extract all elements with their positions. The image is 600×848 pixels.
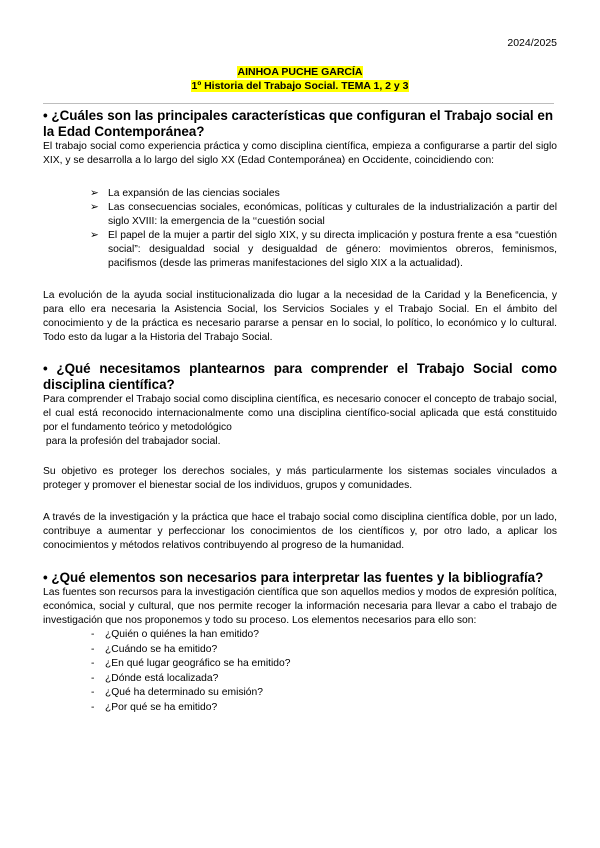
academic-year: 2024/2025 [507, 37, 557, 49]
section-2-title: • ¿Qué necesitamos plantearnos para comprender el Trabajo Social como disciplina científica? [43, 361, 557, 392]
list-item: - ¿Quién o quiénes la han emitido? [105, 628, 557, 643]
section-1-closing: La evolución de la ayuda social institucionalizada dio lugar a la necesidad de la Caridad y la Beneficencia, y para ello era necesaria la Asistencia Social, los Servicios Sociales y el Trabajo Social. En el ámbito del conocimiento y de la práctica es necesario pararse a pensar en lo social, lo político, lo económico y lo cultural. Todo esto da lugar a la Historia del Trabajo Social. [43, 290, 557, 343]
list-item: - ¿Dónde está localizada? [105, 672, 557, 687]
list-item: ➢ La expansión de las ciencias sociales [90, 188, 280, 199]
dash-bullet-icon: - [91, 701, 95, 713]
list-item: - ¿En qué lugar geográfico se ha emitido? [105, 657, 557, 672]
list-item: ➢ Las consecuencias sociales, económicas, políticas y culturales de la industrialización a partir del siglo XVIII: la emergencia de la ‘‘cuestión social [90, 202, 557, 227]
document-body [43, 108, 557, 715]
document-header [0, 65, 600, 93]
section-1-list [43, 187, 557, 271]
course-title: 1º Historia del Trabajo Social. TEMA 1, 2 y 3 [191, 80, 409, 92]
dash-bullet-icon: - [91, 672, 95, 684]
list-item: - ¿Por qué se ha emitido? [105, 701, 557, 716]
header-divider [43, 103, 554, 104]
list-item: - ¿Cuándo se ha emitido? [105, 643, 557, 658]
arrow-bullet-icon: ➢ [90, 188, 99, 199]
section-2-paragraph-2: Su objetivo es proteger los derechos sociales, y más particularmente los sistemas sociales vinculados a proteger y promover el bienestar social de los individuos, grupos y comunidades. [43, 466, 557, 491]
section-2-paragraph-1b: para la profesión del trabajador social. [43, 436, 221, 447]
section-2-paragraph-3: A través de la investigación y la práctica que hace el trabajo social como disciplina científica doble, por un lado, contribuye a aumentar y perfeccionar los conocimientos de los científicos y, por otro lado, a aplicar los conocimientos y métodos relativos contribuyendo al progreso de la humanidad. [43, 512, 557, 551]
arrow-bullet-icon: ➢ [90, 230, 99, 241]
author-name: AINHOA PUCHE GARCÍA [237, 66, 363, 78]
section-3-title: • ¿Qué elementos son necesarios para interpretar las fuentes y la bibliografía? [43, 570, 544, 585]
dash-bullet-icon: - [91, 629, 95, 640]
list-item: ➢ El papel de la mujer a partir del siglo XIX, y su directa implicación y postura frente a esa “cuestión social”: desigualdad social y desigualdad de género: movimientos obreros, feminismos, pacifismos (desde las primeras manifestaciones del siglo XIX a la actualidad). [90, 230, 557, 269]
arrow-bullet-icon: ➢ [90, 202, 99, 213]
section-2-paragraph-1a: Para comprender el Trabajo social como disciplina científica, es necesario conocer el concepto de trabajo social, el cual está reconocido internacionalmente como una disciplina científico-social aplicada que está constituido por el fundamento teórico y metodológico [43, 394, 557, 433]
dash-bullet-icon: - [91, 658, 95, 669]
dash-bullet-icon: - [91, 643, 95, 655]
section-1-intro: El trabajo social como experiencia práctica y como disciplina científica, empieza a configurarse a partir del siglo XIX, y se desarrolla a lo largo del siglo XX (Edad Contemporánea) en Occidente, coincidiendo con: [43, 141, 557, 166]
list-item: - ¿Qué ha determinado su emisión? [105, 686, 557, 701]
section-3-intro: Las fuentes son recursos para la investigación científica que son aquellos medios y modos de expresión política, económica, social y cultural, que nos permite recoger la información necesaria para llevar a cabo el trabajo de investigación que nos proponemos y todo su proceso. Los elementos necesarios para ello son: [43, 587, 557, 626]
section-3-list [43, 628, 557, 715]
dash-bullet-icon: - [91, 687, 95, 698]
section-1-title: • ¿Cuáles son las principales características que configuran el Trabajo social en la Edad Contemporánea? [43, 108, 554, 139]
